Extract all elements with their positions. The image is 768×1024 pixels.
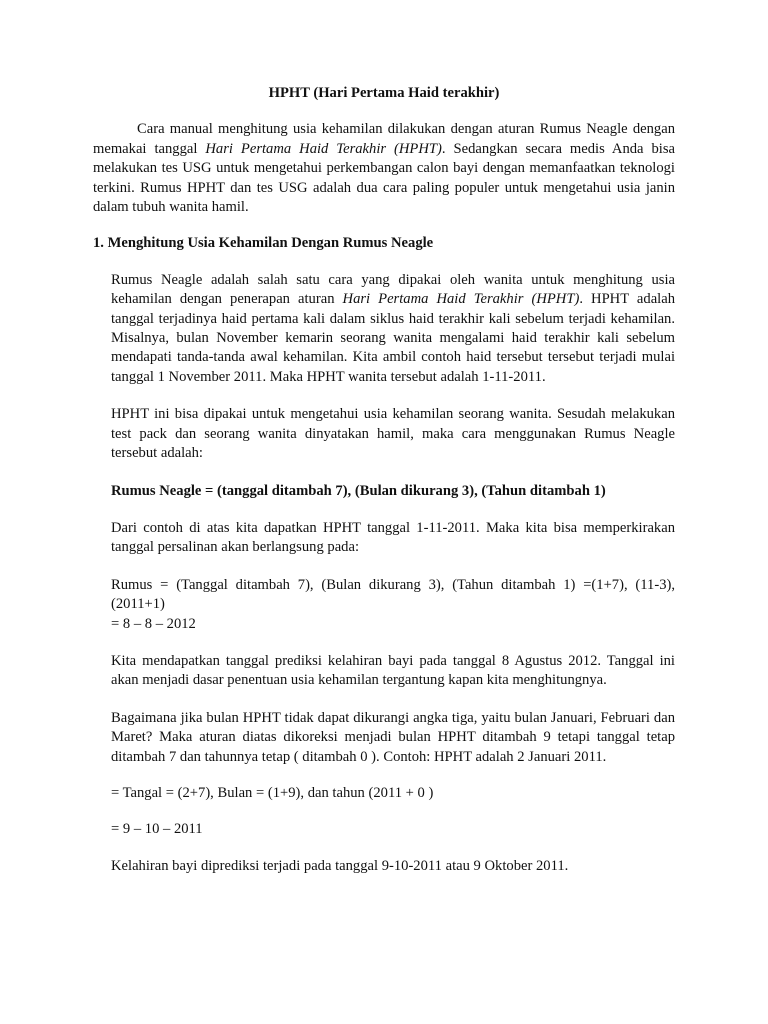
calculation-1-result: = 8 – 8 – 2012 — [111, 615, 196, 632]
calculation-3-result: = 9 – 10 – 2011 — [111, 821, 203, 838]
paragraph-correction-rule: Bagaimana jika bulan HPHT tidak dapat dikurangi angka tiga, yaitu bulan Januari, Februari dan Maret? Maka aturan diatas dikoreksi menjadi bulan HPHT ditambah 9 tetapi tanggal tetap ditambah 7 dan tahunnya tetap ( ditambah 0 ). Contoh: HPHT adalah 2 Januari 2011. — [111, 709, 675, 765]
paragraph-prediction-result: Kita mendapatkan tanggal prediksi kelahiran bayi pada tanggal 8 Agustus 2012. Tanggal ini akan menjadi dasar penentuan usia kehamilan tergantung kapan kita menghitungnya. — [111, 652, 675, 689]
paragraph-hpht-usage: HPHT ini bisa dipakai untuk mengetahui usia kehamilan seorang wanita. Sesudah melakukan test pack dan seorang wanita dinyatakan hamil, maka cara menggunakan Rumus Neagle tersebut adalah: — [111, 406, 675, 462]
page-title: HPHT (Hari Pertama Haid terakhir) — [268, 85, 500, 101]
intro-paragraph — [93, 120, 675, 217]
intro-italic-term: Hari Pertama Haid Terakhir (HPHT) — [205, 140, 442, 157]
intro-text-2: . Sedangkan secara medis Anda bisa melakukan tes USG untuk mengetahui perkembangan calon bayi dengan memanfaatkan teknologi terkini. Rumus HPHT dan tes USG adalah dua cara paling populer untuk mengetahui usia janin dalam tubuh wanita hamil. — [93, 140, 676, 216]
paragraph-rumus-neagle-definition — [111, 271, 675, 387]
calculation-2: = Tangal = (2+7), Bulan = (1+9), dan tahun (2011 + 0 ) — [111, 784, 434, 801]
p1-text-1: Rumus Neagle adalah salah satu cara yang dipakai oleh wanita untuk menghitung usia kehamilan dengan penerapan aturan — [111, 271, 675, 308]
formula-rumus-neagle: Rumus Neagle = (tanggal ditambah 7), (Bulan dikurang 3), (Tahun ditambah 1) — [111, 482, 606, 499]
p1-italic-term: Hari Pertama Haid Terakhir (HPHT) — [342, 291, 580, 308]
section-heading-rumus-neagle: 1. Menghitung Usia Kehamilan Dengan Rumus Neagle — [93, 235, 434, 252]
paragraph-birth-prediction: Kelahiran bayi diprediksi terjadi pada tanggal 9-10-2011 atau 9 Oktober 2011. — [111, 857, 569, 874]
p1-text-2: . HPHT adalah tanggal terjadinya haid pertama kali dalam siklus haid terakhir kali sebelum terjadi kehamilan. Misalnya, bulan November kemarin seorang wanita mengalami haid terakhir kali sebelum mendapati tanda-tanda awal kehamilan. Kita ambil contoh haid tersebut tersebut terjadi mulai tanggal 1 November 2011. Maka HPHT wanita tersebut adalah 1-11-2011. — [111, 291, 675, 385]
calculation-block-1 — [111, 576, 675, 634]
calculation-1-line-1: Rumus = (Tanggal ditambah 7), (Bulan dikurang 3), (Tahun ditambah 1) =(1+7), (11-3), (2011+1) — [111, 576, 675, 613]
paragraph-example-intro: Dari contoh di atas kita dapatkan HPHT tanggal 1-11-2011. Maka kita bisa memperkirakan tanggal persalinan akan berlangsung pada: — [111, 519, 675, 556]
intro-text-1: Cara manual menghitung usia kehamilan dilakukan dengan aturan Rumus Neagle dengan memakai tanggal — [93, 121, 675, 157]
